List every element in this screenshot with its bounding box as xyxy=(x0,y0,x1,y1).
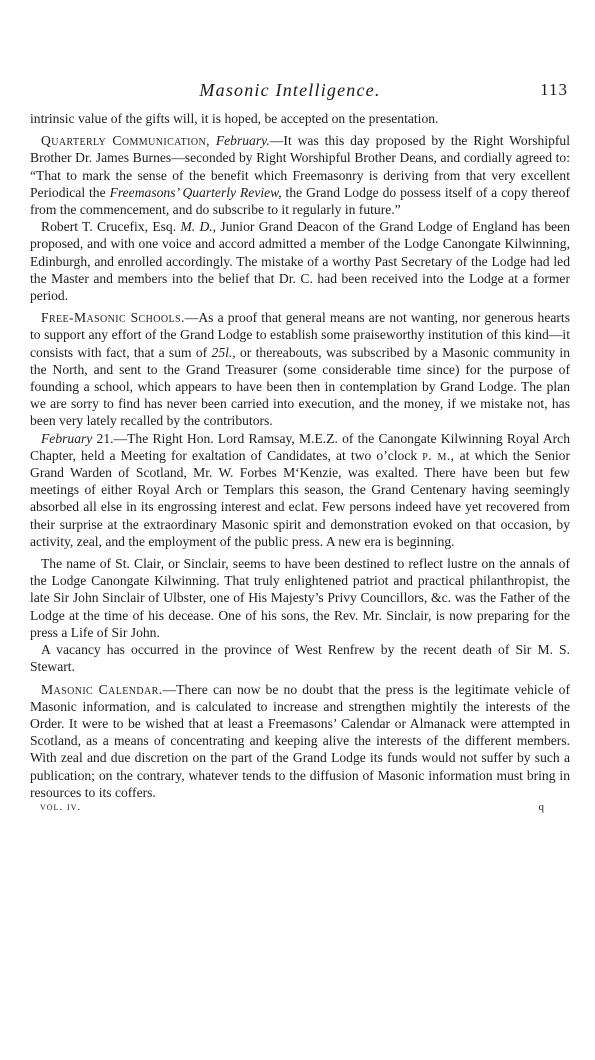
time-pm: p. m., xyxy=(422,447,455,463)
paragraph-text: the Grand Lodge do possess itself of a copy thereof from the commencement, and do subscribe to it regularly in future.” xyxy=(30,184,570,218)
periodical-title: Freemasons’ Quarterly Review, xyxy=(109,184,282,200)
paragraph-masonic-calendar xyxy=(30,681,570,801)
paragraph-crucefix xyxy=(30,218,570,304)
paragraph-text: —As a proof that general means are not wanting, nor generous hearts to support any effort of the Grand Lodge to establish some praiseworthy institution of this kind—it consists with fact, that a sum of xyxy=(30,310,570,360)
paragraph-text: —It was this day proposed by the Right Worshipful Brother Dr. James Burnes—seconded by Right Worshipful Brother Deans, and cordially agreed to: “That to mark the sense of the benefit which Freemasonry is deriving from that very excellent Periodical the xyxy=(30,133,571,200)
signature-mark: q xyxy=(538,800,544,813)
paragraph-vacancy xyxy=(30,641,570,675)
page-footer xyxy=(30,801,570,819)
book-page xyxy=(30,80,570,1040)
section-heading-quarterly: Quarterly Communication, xyxy=(41,133,210,149)
running-title: Masonic Intelligence. xyxy=(199,80,381,100)
paragraph-text: —There can now be no doubt that the press is the legitimate vehicle of Masonic information, and is calculated to increase and strengthen mightily the interests of the Order. It were to be wished that at least a Freemasons’ Calendar or Almanack were attempted in Scotland, as a means of concentrating and keeping alive the interests of the different members. With zeal and due discretion on the part of the Grand Lodge its funds would not suffer by such a publication; on the contrary, whatever tends to the diffusion of Masonic information must bring in resources to its coffers. xyxy=(30,681,570,800)
paragraph-text: Robert T. Crucefix, Esq. xyxy=(41,219,177,235)
sum-amount: 25l., xyxy=(211,344,236,360)
page-number: 113 xyxy=(540,80,568,99)
section-heading-schools: Free-Masonic Schools. xyxy=(41,310,185,326)
body-text xyxy=(30,110,570,801)
page-header xyxy=(30,80,570,110)
section-heading-calendar: Masonic Calendar. xyxy=(41,681,163,697)
paragraph-quarterly-communication xyxy=(30,132,570,218)
paragraph-text: The name of St. Clair, or Sinclair, seems to have been destined to reflect lustre on the annals of the Lodge Canongate Kilwinning. That truly enlightened patriot and practical philanthropist, the late Sir John Sinclair of Ulbster, one of His Majesty’s Privy Councillors, &c. was the Father of the Lodge at the time of his decease. One of his sons, the Rev. Mr. Sinclair, is now preparing for the press a Life of Sir John. xyxy=(30,556,570,640)
paragraph-gifts xyxy=(30,110,570,127)
paragraph-text: Junior Grand Deacon of the Grand Lodge of England has been proposed, and with one voice and accord admitted a member of the Lodge Canongate Kilwinning, Edinburgh, and enrolled accordingly. The mistake of a worthy Past Secretary of the Lodge had led the Master and members into the belief that Dr. C. had been received into the Lodge at a former period. xyxy=(30,219,570,304)
paragraph-february-21 xyxy=(30,430,570,550)
paragraph-text: A vacancy has occurred in the province of West Renfrew by the recent death of Sir M. S. Stewart. xyxy=(30,642,570,675)
paragraph-st-clair xyxy=(30,555,570,641)
paragraph-text: at which the Senior Grand Warden of Scotland, Mr. W. Forbes M‘Kenzie, was exalted. There have been but few meetings of either Royal Arch or Templars this season, the Grand Centenary having seemingly absorbed all else in its engrossing interest and eclat. Few persons indeed have yet recovered from their surprise at the extraordinary Masonic spirit and demonstration evoked on that occasion, by activity, zeal, and the employment of the public press. A new era is beginning. xyxy=(30,447,570,549)
paragraph-text: 21.—The Right Hon. Lord Ramsay, M.E.Z. of the Canongate Kilwinning Royal Arch Chapter, held a Meeting for exaltation of Candidates, at two o’clock xyxy=(30,430,570,463)
paragraph-text: intrinsic value of the gifts will, it is hoped, be accepted on the presentation. xyxy=(30,111,439,126)
paragraph-text: or thereabouts, was subscribed by a Masonic community in the North, and sent to the Grand Treasurer (some considerable time since) for the purpose of founding a school, which appears to have been then in contemplation by Grand Lodge. The plan we are sorry to find has never been carried into execution, and the money, if we mistake not, has been very lately recalled by the contributors. xyxy=(30,344,571,429)
paragraph-masonic-schools xyxy=(30,309,570,429)
date-february-21: February xyxy=(41,430,93,446)
date-february: February. xyxy=(215,133,270,149)
degree-md: M. D., xyxy=(180,219,217,235)
volume-signature: vol. iv. xyxy=(40,800,82,813)
